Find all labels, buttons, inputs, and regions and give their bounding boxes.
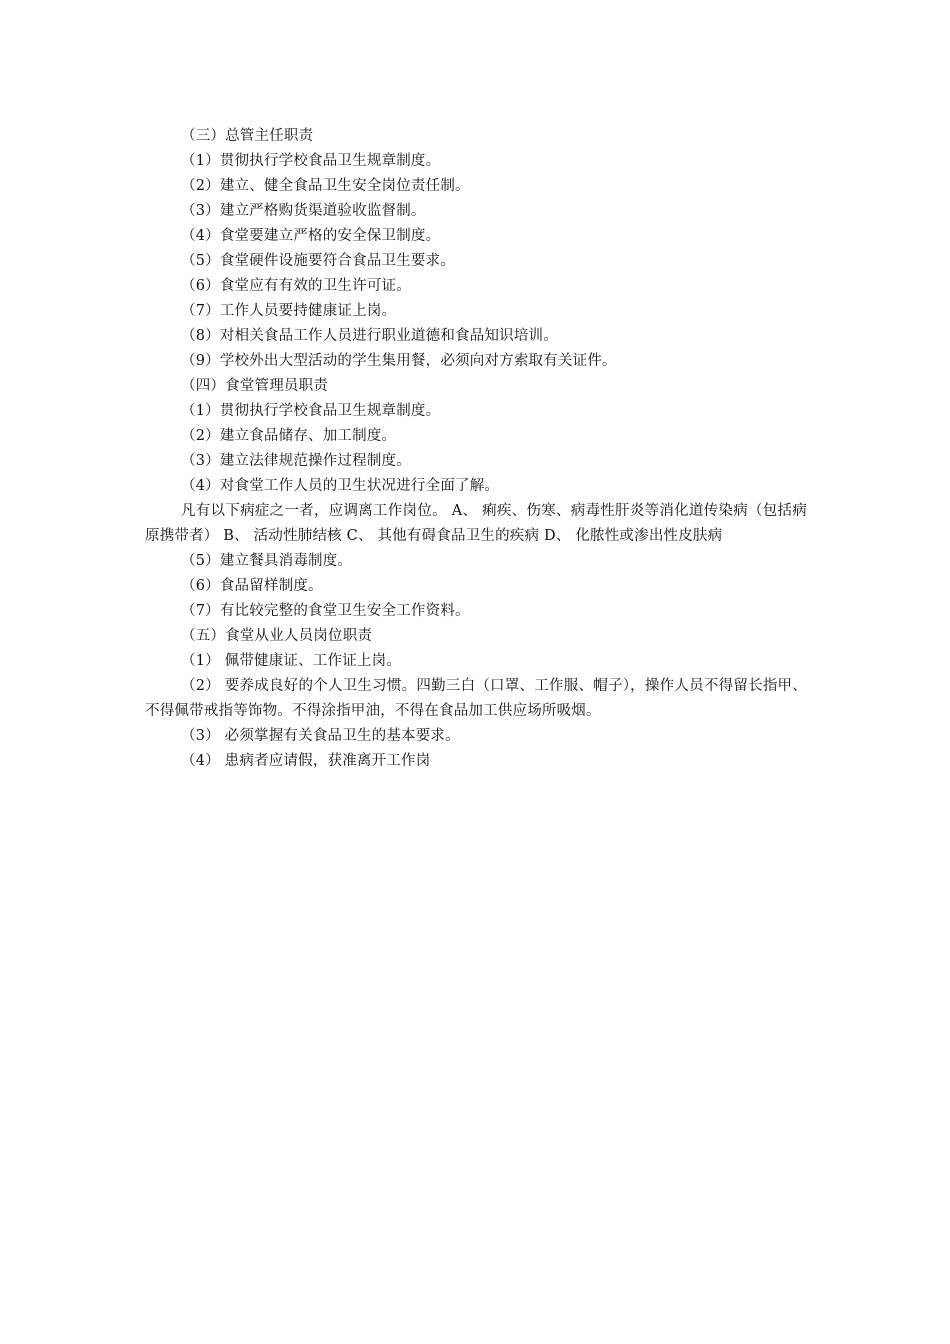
list-item: （3） 必须掌握有关食品卫生的基本要求。: [181, 728, 460, 744]
list-item: （6）食堂应有有效的卫生许可证。: [181, 278, 411, 294]
list-item: （5）建立餐具消毒制度。: [181, 553, 353, 569]
section-heading-canteen-manager: （四）食堂管理员职责: [181, 378, 328, 394]
hygiene-paragraph: （2） 要养成良好的个人卫生习惯。四勤三白（口罩、工作服、帽子），操作人员不得留长指甲、不得佩带戒指等饰物。不得涂指甲油，不得在食品加工供应场所吸烟。: [145, 678, 807, 719]
list-item: （4） 患病者应请假，获准离开工作岗: [181, 753, 431, 769]
list-item: （3）建立严格购货渠道验收监督制。: [181, 203, 426, 219]
list-item: （4）对食堂工作人员的卫生状况进行全面了解。: [181, 478, 500, 494]
section-heading-canteen-staff: （五）食堂从业人员岗位职责: [181, 628, 373, 644]
list-item: （4）食堂要建立严格的安全保卫制度。: [181, 228, 441, 244]
list-item: （1）贯彻执行学校食品卫生规章制度。: [181, 403, 441, 419]
list-item: （7）工作人员要持健康证上岗。: [181, 303, 397, 319]
list-item: （5）食堂硬件设施要符合食品卫生要求。: [181, 253, 456, 269]
list-item: （2）建立、健全食品卫生安全岗位责任制。: [181, 178, 470, 194]
section-heading-general-manager: （三）总管主任职责: [181, 128, 314, 144]
list-item: （9）学校外出大型活动的学生集用餐，必须向对方索取有关证件。: [181, 353, 617, 369]
disease-paragraph: 凡有以下病症之一者，应调离工作岗位。 A、 痢疾、伤寒、病毒性肝炎等消化道传染病（包括病原携带者） B、 活动性肺结核 C、 其他有碍食品卫生的疾病 D、 化脓性或渗出性皮肤病: [145, 503, 807, 544]
list-item: （2）建立食品储存、加工制度。: [181, 428, 397, 444]
document-body: [145, 124, 807, 774]
list-item: （1） 佩带健康证、工作证上岗。: [181, 653, 402, 669]
list-item: （1）贯彻执行学校食品卫生规章制度。: [181, 153, 441, 169]
list-item: （3）建立法律规范操作过程制度。: [181, 453, 411, 469]
list-item: （7）有比较完整的食堂卫生安全工作资料。: [181, 603, 470, 619]
list-item: （8）对相关食品工作人员进行职业道德和食品知识培训。: [181, 328, 558, 344]
list-item: （6）食品留样制度。: [181, 578, 323, 594]
